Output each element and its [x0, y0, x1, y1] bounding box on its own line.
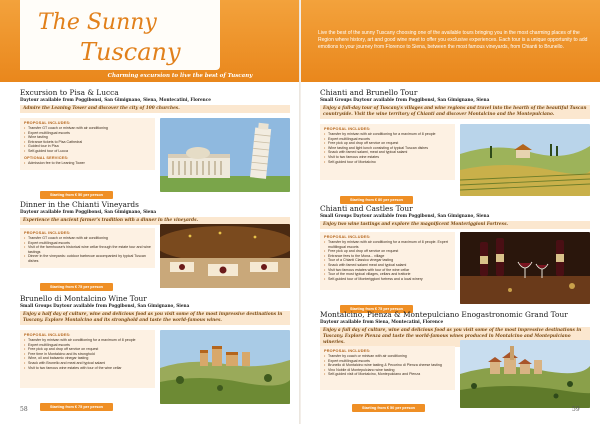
- tour-description: Enjoy a full-day tour of Tuscany's villages and wine regions and travel into the hearth of the beautiful Tuscan countryside. Visit the wine territory of Chianti and discover Montalcino and the Montepulciano.: [320, 105, 590, 119]
- price-badge[interactable]: Starting from € 50 per person: [352, 404, 425, 412]
- proposal-item: • Vino Nobile di Montepulciano wine tasting: [324, 368, 451, 373]
- tour-availability: Small Groups Daytour available from Poggibonsi, San Gimignano, Siena: [320, 97, 490, 102]
- tour-title: Excursion to Pisa & Lucca: [20, 88, 119, 97]
- price-wrap: [352, 394, 425, 413]
- page-number-right: 59: [572, 406, 580, 413]
- tour-description: Enjoy a half day of culture, wine and delicious food as you visit some of the most impressive destinations in Tuscany. Explore Montalcino and its stronghold and taste the world-famous wines.: [20, 311, 290, 325]
- tour-title: Chianti and Castles Tour: [320, 204, 413, 213]
- tour-title: Brunello di Montalcino Wine Tour: [20, 294, 147, 303]
- proposal-item: • Transfer by minivan with air conditioning for a maximum of 8 people: [324, 132, 451, 137]
- tour-title: Chianti and Brunello Tour: [320, 88, 418, 97]
- proposal-item: • Self-guided visit of Montalcino, Montepulciano and Pienza: [324, 372, 451, 377]
- proposal-item: • Dinner in the vineyards: outdoor barbecue accompanied by typical Tuscan dishes: [24, 254, 151, 263]
- proposal-item: • Expert multilingual escorts: [24, 343, 151, 348]
- proposal-box: [20, 118, 155, 170]
- proposal-item: • Self-guided tour of Monteriggioni fortress and a local winery: [324, 277, 451, 282]
- proposal-item: • Tour of the most typical villages, cellars and trattorie: [324, 272, 451, 277]
- photo-chianti-hills: [460, 124, 590, 196]
- proposal-heading: PROPOSAL INCLUDES:: [324, 127, 371, 131]
- page-title-line1: The Sunny: [38, 10, 157, 35]
- tour-availability: Daytour available from Poggibonsi, San Gimignano, Siena: [20, 209, 157, 214]
- proposal-box: [320, 124, 455, 180]
- tour-availability: Small Groups Daytour available from Poggibonsi, San Gimignano, Siena: [20, 303, 190, 308]
- tour-availability: Small Groups Daytour available from Poggibonsi, San Gimignano, Siena: [320, 213, 490, 218]
- proposal-item: • Expert multilingual escorts: [24, 241, 151, 246]
- proposal-item: • Guided tour in Pisa: [24, 144, 151, 149]
- tour-pisa-lucca: [20, 88, 290, 113]
- proposal-item: • Transfer GT coach or minivan with air conditioning: [24, 236, 151, 241]
- page-gutter: [299, 0, 301, 424]
- proposal-item: • Snack with famed salami, meat and typical salami: [324, 150, 451, 155]
- photo-montalcino: [160, 330, 290, 404]
- proposal-item: • Transfer by minivan with air conditioning for a maximum of 8 people. Expert multilingual escorts: [324, 240, 451, 249]
- proposal-item: • Transfer by coach or minivan with air conditioning: [324, 354, 451, 359]
- proposal-item: • Visit to two famous wine estates with tour of the wine cellar: [24, 366, 151, 371]
- photo-pisa-tower: [160, 118, 290, 192]
- proposal-heading: PROPOSAL INCLUDES:: [24, 231, 71, 235]
- price-badge[interactable]: Starting from € 75 per person: [40, 283, 113, 291]
- proposal-item: • Visit to two famous wine estates: [324, 155, 451, 160]
- photo-pienza-village: [460, 340, 590, 408]
- tour-description: Enjoy two wine tastings and explore the magnificent Monteriggioni Fortress.: [320, 221, 590, 229]
- proposal-item: • Transfer by minivan with air conditioning for a maximum of 8 people: [24, 338, 151, 343]
- proposal-item: • Free pick up and drop off service on request: [324, 249, 451, 254]
- price-wrap: [340, 186, 413, 205]
- proposal-heading: PROPOSAL INCLUDES:: [324, 235, 371, 239]
- tour-availability: Daytour available from Poggibonsi, San Gimignano, Siena, Montecatini, Florence: [20, 97, 211, 102]
- page-subtitle: Charming excursion to live the best of Tuscany: [107, 73, 253, 79]
- price-badge[interactable]: Starting from € 80 per person: [340, 196, 413, 204]
- price-wrap: [40, 181, 113, 200]
- proposal-item: • Brunello di Montalcino wine tasting & Pecorino di Pienza cheese tasting: [324, 363, 451, 368]
- tour-brunello-wine: [20, 294, 290, 325]
- price-badge[interactable]: Starting from € 75 per person: [40, 403, 113, 411]
- proposal-item: • Free pick up and drop off service on request: [324, 141, 451, 146]
- proposal-item: • Self-guided tour of Montalcino: [324, 160, 451, 165]
- proposal-item: • Expert multilingual escorts: [324, 359, 451, 364]
- tour-chianti-dinner: [20, 200, 290, 225]
- optional-heading: OPTIONAL SERVICES:: [24, 155, 69, 160]
- proposal-item: • Wine, oil and balsamic vinegar tasting: [24, 356, 151, 361]
- optional-item: • Admission fee to the Leaning Tower: [24, 161, 151, 166]
- price-badge[interactable]: Starting from € 50 per person: [40, 191, 113, 199]
- tour-availability: Daytour available from Siena, Montecatini, Florence: [320, 319, 444, 324]
- tour-description: Enjoy a full day of culture, wine and delicious food as you visit some of the most impressive destinations in Tuscany. Explore Pienza and taste the world-famous wines produced in Montalcino and Montepulciano wineries.: [320, 327, 590, 347]
- tour-chianti-brunello: [320, 88, 590, 119]
- photo-vineyard-dinner: [160, 224, 290, 288]
- proposal-heading: PROPOSAL INCLUDES:: [24, 121, 71, 125]
- proposal-item: • Snack with Brunello and meat and typical salami: [24, 361, 151, 366]
- price-wrap: [40, 393, 113, 412]
- photo-wine-tasting: [460, 232, 590, 304]
- proposal-item: • Wine tasting and light lunch consisting of typical Tuscan dishes: [324, 146, 451, 151]
- proposal-box: [320, 346, 455, 390]
- proposal-box: [20, 228, 155, 268]
- page-title-line2: Tuscany: [80, 38, 181, 66]
- tour-description: Experience the ancient farmer's tradition with a dinner in the vineyards.: [20, 217, 290, 225]
- proposal-item: • Visit of the farmhouse's historical wine cellar through the estate tour and wine tastings: [24, 245, 151, 254]
- tour-title: Dinner in the Chianti Vineyards: [20, 200, 139, 209]
- proposal-item: • Wine tasting: [24, 135, 151, 140]
- page-number-left: 58: [20, 406, 28, 413]
- proposal-heading: PROPOSAL INCLUDES:: [24, 333, 71, 337]
- proposal-item: • Entrance fees to the Mona... village: [324, 254, 451, 259]
- proposal-item: • Transfer GT coach or minivan with air conditioning: [24, 126, 151, 131]
- proposal-item: • Visit two famous estates with tour of the wine cellar: [324, 268, 451, 273]
- proposal-item: • Tour of a Chianti Classico vinegar tasting: [324, 258, 451, 263]
- proposal-item: • Self-guided tour of Lucca: [24, 149, 151, 154]
- proposal-item: • Expert multilingual escorts: [324, 137, 451, 142]
- tour-description: Admire the Leaning Tower and discover the city of 100 churches.: [20, 105, 290, 113]
- proposal-item: • Free pick up and drop off service on request: [24, 347, 151, 352]
- proposal-item: • Expert multilingual escorts: [24, 131, 151, 136]
- proposal-item: • Entrance tickets to Pisa Cathedral: [24, 140, 151, 145]
- proposal-heading: PROPOSAL INCLUDES:: [324, 349, 371, 353]
- proposal-item: • Snack with famed salami meat and typical salami: [324, 263, 451, 268]
- tour-title: Montalcino, Pienza & Montepulciano Enogastronomic Grand Tour: [320, 310, 568, 319]
- price-wrap: [40, 273, 113, 292]
- proposal-box: [20, 330, 155, 388]
- proposal-item: • Free time in Montalcino and its stronghold: [24, 352, 151, 357]
- price-badge[interactable]: Starting from € 75 per person: [340, 305, 413, 313]
- intro-paragraph: Live the best of the sunny Tuscany choosing one of the available tours bringing you in the most charming places of the Region where history, art and good wine meet to offer you exclusive experiences. Each tour is a unique opportunity to add emotions to your journey from Florence to Siena, between the most famous vineyards, from Chianti to Brunello.: [318, 30, 588, 50]
- proposal-box: [320, 232, 455, 290]
- tour-chianti-castles: [320, 204, 590, 229]
